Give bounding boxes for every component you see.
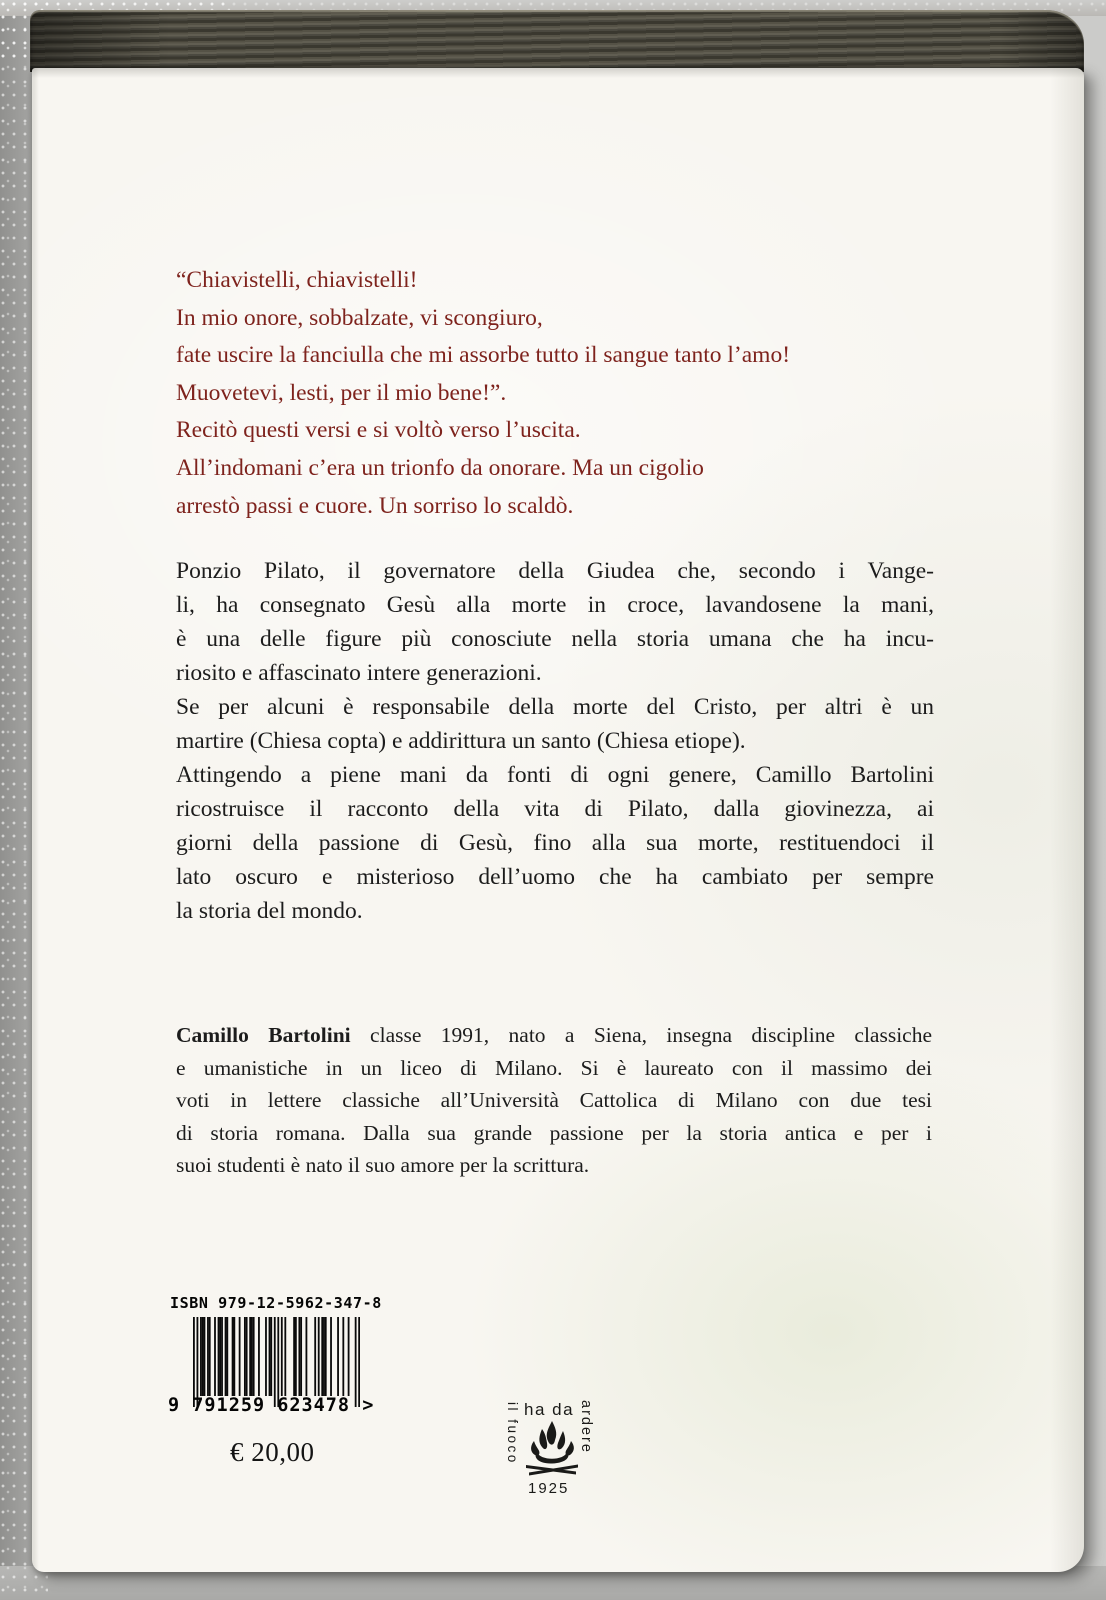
book-page-edges (30, 10, 1084, 72)
author-bio-block (176, 1019, 932, 1182)
text-line: All’indomani c’era un trionfo da onorare. Ma un cigolio (176, 454, 704, 481)
text-line: martire (Chiesa copta) e addirittura un santo (Chiesa etiope). (176, 728, 746, 754)
bio-rest-lines (176, 1052, 932, 1182)
isbn-label: ISBN 979-12-5962-347-8 (170, 1294, 382, 1312)
isbn-barcode-block (168, 1294, 398, 1416)
text-line: è una delle figure più conosciute nella storia umana che ha incu- (176, 626, 934, 652)
bio-first-line-rest: classe 1991, nato a Siena, insegna discipline classiche (350, 1023, 932, 1047)
synopsis-block (176, 554, 934, 928)
barcode (193, 1317, 360, 1407)
bio-first-line (176, 1019, 932, 1052)
logo-text-ardere: ardere (578, 1400, 594, 1454)
text-line: e umanistiche in un liceo di Milano. Si è laureato con il massimo dei (176, 1055, 932, 1080)
text-line: Muovetevi, lesti, per il mio bene!”. (176, 379, 507, 406)
synopsis-paragraph-3 (176, 758, 934, 928)
synopsis-paragraph-2 (176, 690, 934, 758)
barcode-digits: 9 791259 623478 > (168, 1395, 375, 1416)
text-line: la storia del mondo. (176, 898, 363, 924)
text-line: lato oscuro e misterioso dell’uomo che ha cambiato per sempre (176, 864, 934, 890)
synopsis-paragraph-1 (176, 554, 934, 690)
quote-block (176, 262, 942, 525)
text-line: riosito e affascinato intere generazioni. (176, 660, 542, 686)
text-line: Attingendo a piene mani da fonti di ogni genere, Camillo Bartolini (176, 762, 934, 788)
text-line: di storia romana. Dalla sua grande passione per la storia antica e per i (176, 1120, 932, 1145)
text-line: voti in lettere classiche all’Università Cattolica di Milano con due tesi (176, 1088, 932, 1113)
price-label: € 20,00 (230, 1437, 315, 1467)
flame-bonfire-icon (520, 1418, 584, 1478)
text-line: Recitò questi versi e si voltò verso l’uscita. (176, 417, 581, 444)
logo-year: 1925 (528, 1480, 570, 1497)
text-line: giorni della passione di Gesù, fino alla sua morte, restituendoci il (176, 830, 934, 856)
author-name: Camillo Bartolini (176, 1023, 351, 1047)
text-line: suoi studenti è nato il suo amore per la scrittura. (176, 1153, 590, 1178)
text-line: ricostruisce il racconto della vita di Pilato, dalla giovinezza, ai (176, 796, 934, 822)
logo-text-ha-da: ha da (524, 1400, 575, 1419)
text-line: In mio onore, sobbalzate, vi scongiuro, (176, 304, 543, 331)
logo-text-il-fuoco: il fuoco (505, 1402, 520, 1465)
text-line: li, ha consegnato Gesù alla morte in croce, lavandosene la mani, (176, 592, 934, 618)
text-line: arrestò passi e cuore. Un sorriso lo scaldò. (176, 492, 574, 519)
text-line: “Chiavistelli, chiavistelli! (176, 267, 418, 293)
publisher-logo (498, 1398, 608, 1504)
text-line: fate uscire la fanciulla che mi assorbe tutto il sangue tanto l’amo! (176, 342, 791, 369)
text-line: Se per alcuni è responsabile della morte del Cristo, per altri è un (176, 694, 934, 720)
text-line: Ponzio Pilato, il governatore della Giudea che, secondo i Vange- (176, 558, 934, 584)
